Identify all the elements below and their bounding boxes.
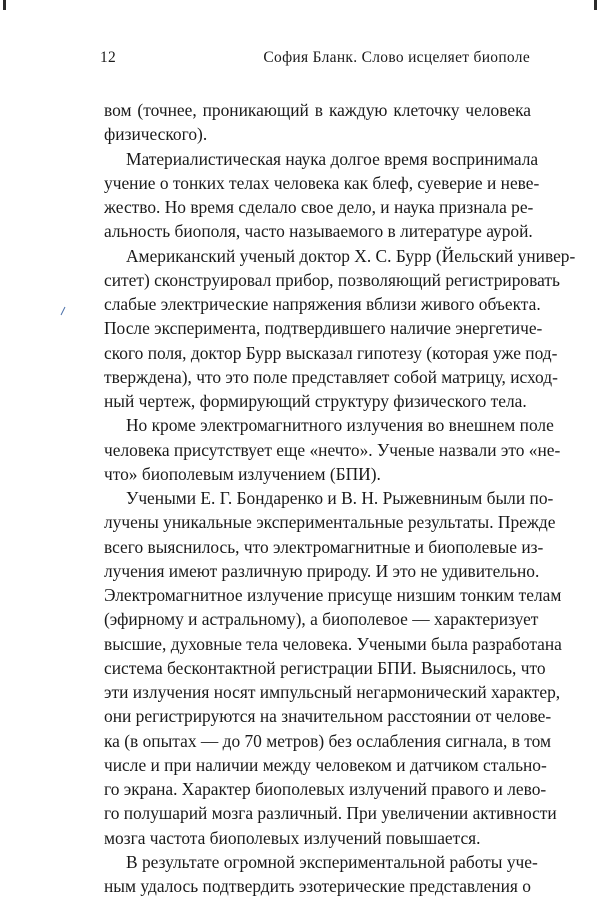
text-line: вом (точнее, проникающий в каждую клеточку человека [104, 100, 531, 120]
text-line: ситет) сконструировал прибор, позволяющий регистрировать [104, 269, 560, 290]
text-line: го полушарий мозга различный. При увеличении активности [104, 803, 557, 824]
running-header [100, 49, 530, 73]
text-line: В результате огромной экспериментальной работы уче- [126, 851, 538, 872]
text-line: мозга частота биополевых излучений повышается. [104, 827, 481, 848]
text-line: Но кроме электромагнитного излучения во внешнем поле [126, 415, 554, 436]
edge-mark-left [3, 0, 6, 10]
text-line: го экрана. Характер биополевых излучений правого и лево- [104, 779, 547, 799]
text-line: высшие, духовные тела человека. Учеными была разработана [104, 633, 562, 654]
text-line: альность биополя, часто называемого в литературе аурой. [104, 221, 533, 242]
text-line: всего выяснилось, что электромагнитные и биополевые из- [104, 536, 544, 557]
text-line: числе и при наличии между человеком и датчиком стально- [104, 754, 547, 775]
page-number: 12 [100, 49, 117, 66]
text-line: (эфирному и астральному), а биополевое — характеризует [104, 609, 539, 630]
pencil-margin-mark [60, 306, 66, 316]
page-edge-marks [0, 0, 600, 10]
text-line: физического). [104, 124, 208, 145]
text-line: учение о тонких телах человека как блеф, суеверие и неве- [104, 172, 540, 193]
text-line: человека присутствует еще «нечто». Ученые назвали это «не- [104, 439, 561, 460]
running-title: София Бланк. Слово исцеляет биополе [263, 49, 530, 66]
text-line: они регистрируются на значительном расстоянии от челове- [104, 706, 552, 727]
text-line: Американский ученый доктор Х. С. Бурр (Йельский универ- [126, 245, 576, 266]
text-line: После эксперимента, подтвердившего наличие энергетиче- [104, 318, 543, 339]
text-line: слабые электрические напряжения вблизи живого объекта. [104, 294, 541, 314]
text-line: ского поля, доктор Бурр высказал гипотезу (которая уже под- [104, 342, 558, 363]
text-line: эти излучения носят импульсный негармонический характер, [104, 682, 561, 702]
text-line: система бесконтактной регистрации БПИ. Выяснилось, что [104, 657, 546, 678]
text-line: ка (в опытах — до 70 метров) без ослабления сигнала, в том [104, 730, 552, 751]
text-line: Электромагнитное излучение присуще низшим тонким телам [104, 585, 562, 605]
edge-mark-right [594, 0, 597, 10]
text-line: что» биополевым излучением (БПИ). [104, 463, 381, 484]
body-text [104, 98, 576, 898]
text-line: Материалистическая наука долгое время воспринимала [126, 148, 539, 169]
text-line: лучения имеют различную природу. И это не удивительно. [104, 560, 540, 581]
text-line: лучены уникальные экспериментальные результаты. Прежде [104, 512, 556, 533]
text-line: жество. Но время сделало свое дело, и наука признала ре- [104, 197, 534, 217]
text-line: ным удалось подтвердить эзотерические представления о [104, 876, 531, 896]
text-line: тверждена), что это поле представляет собой матрицу, исход- [104, 366, 558, 387]
text-line: Учеными Е. Г. Бондаренко и В. Н. Рыжевниным были по- [126, 488, 554, 508]
text-line: ный чертеж, формирующий структуру физического тела. [104, 391, 527, 411]
